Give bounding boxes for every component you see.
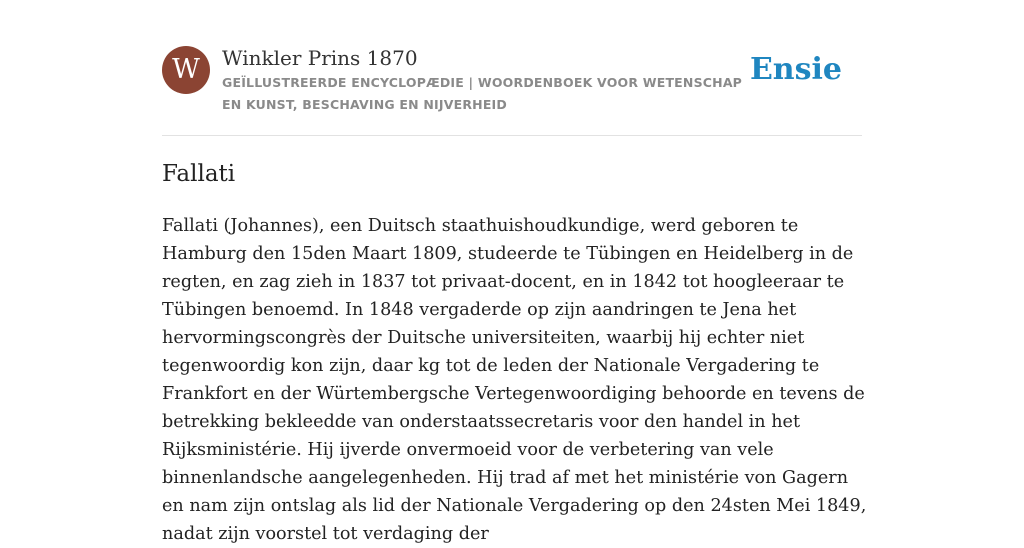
source-avatar[interactable]: W [162, 46, 210, 94]
header-divider [162, 135, 862, 136]
source-title[interactable]: Winkler Prins 1870 [222, 46, 418, 70]
entry-body-text: Fallati (Johannes), een Duitsch staathuishoudkundige, werd geboren te Hamburg den 15den Maart 1809, studeerde te Tübingen en Heidelberg in de regten, en zag zieh in 1837 tot privaat-docent, en in 1842 tot hoogleeraar te Tübingen benoemd. In 1848 vergaderde op zijn aandringen te Jena het hervormingscongrès der Duitsche universiteiten, waarbij hij echter niet tegenwoordig kon zijn, daar kg tot de leden der Nationale Vergadering te Frankfort en der Würtembergsche Vertegenwoordiging behoorde en tevens de betrekking bekleedde van onderstaatssecretaris voor den handel in het Rijksministérie. Hij ijverde onvermoeid voor de verbetering van vele binnenlandsche aangelegenheden. Hij trad af met het ministérie von Gagern en nam zijn ontslag als lid der Nationale Vergadering op den 24sten Mei 1849, nadat zijn voorstel tot verdaging der [162, 216, 867, 544]
entry-title: Fallati [162, 161, 236, 187]
ensie-logo-link[interactable]: Ensie [749, 52, 842, 87]
source-subtitle: GEÏLLUSTREERDE ENCYCLOPÆDIE | WOORDENBOEK VOOR WETENSCHAP EN KUNST, BESCHAVING EN NIJVERHEID [222, 75, 743, 112]
